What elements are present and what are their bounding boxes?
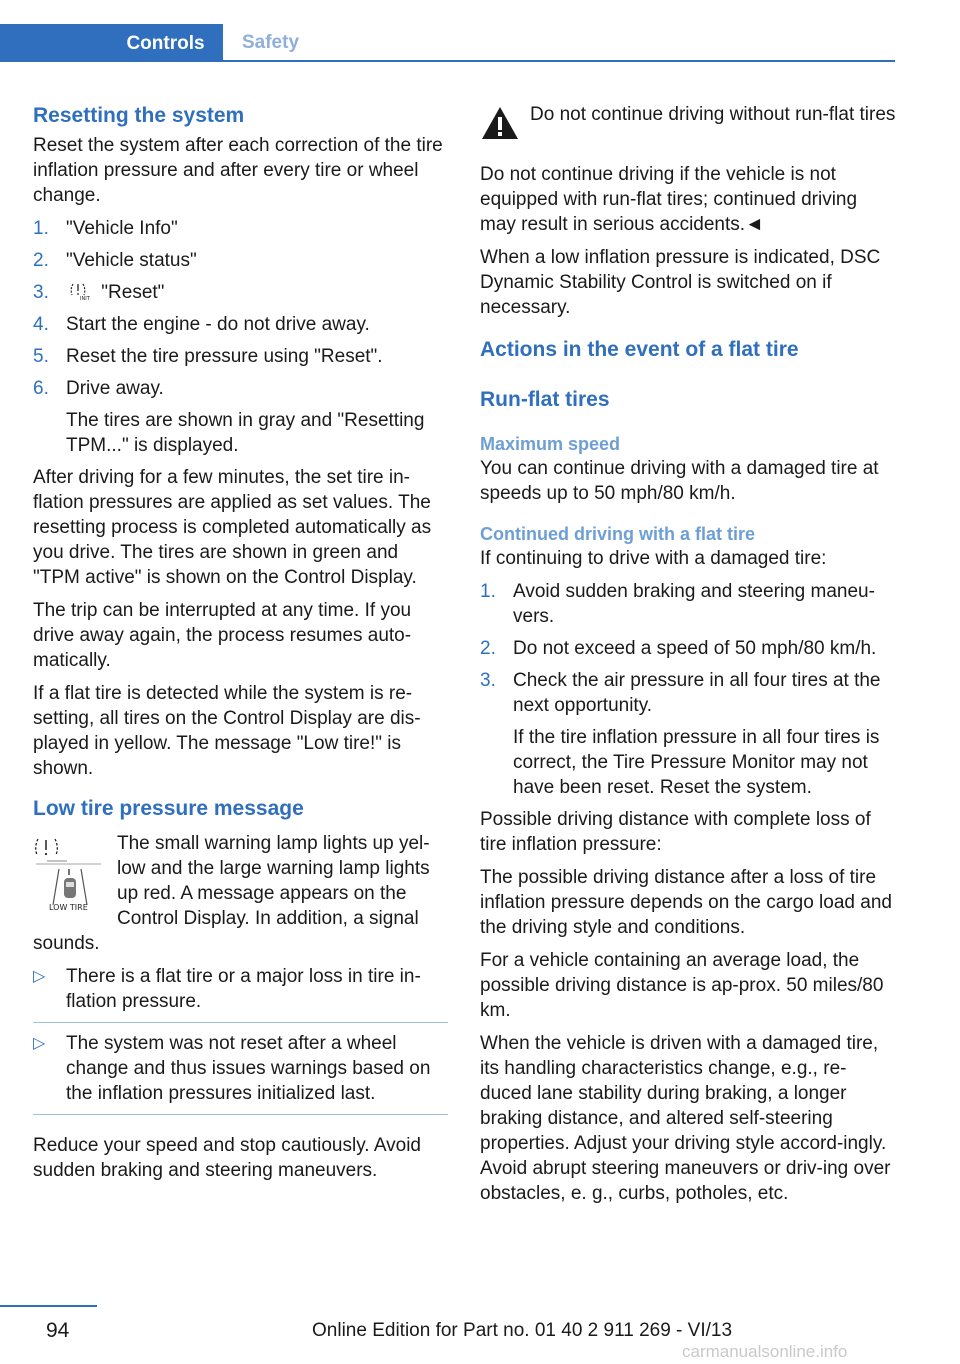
low-tire-description: The small warning lamp lights up yel-low and the large warning lamp lights up red. A message appears on the Control Display. In addition, a signal sounds. [33,833,430,954]
heading-low-tire-message: Low tire pressure message [33,797,304,820]
flat-tire-steps [480,579,898,800]
step-number: 1. [33,218,49,239]
tab-safety[interactable]: Safety [241,31,300,53]
step-number: 6. [33,378,49,399]
heading-continued-driving: Continued driving with a flat tire [480,524,756,544]
low-tire-reasons [33,964,448,1115]
heading-flat-tire-actions: Actions in the event of a flat tire [480,338,799,361]
step-number: 5. [33,346,49,367]
bullet-triangle-icon: ▷ [33,968,46,985]
step-number: 3. [33,282,49,303]
para-reduce-speed: Reduce your speed and stop cautiously. Avoid sudden braking and steering maneuvers. [33,1135,421,1181]
step-text: "Vehicle Info" [66,218,178,239]
reset-intro: Reset the system after each correction of the tire inflation pressure and after every tire or wheel change. [33,135,443,206]
warning-lamps-icon [33,833,103,913]
para-maximum-speed: You can continue driving with a damaged tire at speeds up to 50 mph/80 km/h. [480,458,879,504]
heading-maximum-speed: Maximum speed [480,434,621,454]
left-column [33,102,448,1191]
list-item [480,579,898,629]
list-item [33,376,448,458]
step-text: Do not exceed a speed of 50 mph/80 km/h. [513,638,877,659]
list-item [33,216,448,241]
step-text: "Reset" [101,282,165,303]
para-continued-intro: If continuing to drive with a damaged tire: [480,548,827,569]
para-handling: When the vehicle is driven with a damaged tire, its handling characteristics change, e.g., re-duced lane stability during braking, a longer braking distance, and altered self-steering properties. Adjust your driving style accord-ingly. Avoid abrupt steering maneuvers or driv-ing over obstacles, e. g., curbs, potholes, etc. [480,1033,891,1204]
para-after-driving: After driving for a few minutes, the set tire in-flation pressures are applied as set values. The resetting process is completed automatically as you drive. The tires are shown in green and "TPM active" is shown on the Control Display. [33,467,432,588]
low-tire-lamp-label: LOW TIRE [49,903,88,912]
tpm-init-icon [66,281,96,301]
step-number: 2. [33,250,49,271]
warning-triangle-icon [480,105,520,141]
list-item [480,668,898,800]
list-item [33,280,448,305]
para-distance-depends: The possible driving distance after a loss of tire inflation pressure depends on the cargo load and the driving style and conditions. [480,867,892,938]
para-driving-distance: Possible driving distance with complete loss of tire inflation pressure: [480,809,871,855]
bullet-text: The system was not reset after a wheel change and thus issues warnings based on the inflation pressures initialized last. [66,1033,431,1104]
heading-run-flat-tires: Run-flat tires [480,388,610,411]
svg-text:INIT: INIT [80,296,90,301]
low-tire-block [33,831,448,964]
chapter-tabs [0,24,895,62]
list-item [33,344,448,369]
list-item [33,312,448,337]
warning-block [480,102,898,154]
para-flat-detected: If a flat tire is detected while the system is re-setting, all tires on the Control Display are dis-played in yellow. The message "Low tire!" is shown. [33,683,421,779]
list-item [480,636,898,661]
list-item [33,964,448,1023]
step-number: 2. [480,638,496,659]
bullet-triangle-icon: ▷ [33,1035,46,1052]
step-text: "Vehicle status" [66,250,197,271]
warning-body: Do not continue driving if the vehicle is not equipped with run-flat tires; continued driving may result in serious accidents.◄ [480,164,858,235]
page-number: 94 [46,1319,70,1342]
reset-steps [33,216,448,458]
header-rule [0,60,895,62]
tab-accent [0,24,108,62]
bullet-text: There is a flat tire or a major loss in tire in-flation pressure. [66,966,421,1012]
list-item [33,248,448,273]
warning-title: Do not continue driving without run-flat tires [530,104,896,125]
para-trip-interrupted: The trip can be interrupted at any time. If you drive away again, the process resumes auto-matically. [33,600,412,671]
step-number: 4. [33,314,49,335]
step-number: 1. [480,581,496,602]
step-text: Start the engine - do not drive away. [66,314,370,335]
step-subtext: The tires are shown in gray and "Resetting TPM..." is displayed. [66,410,425,456]
step-text: Check the air pressure in all four tires at the next opportunity. [513,670,881,716]
list-item [33,1031,448,1115]
step-number: 3. [480,670,496,691]
footer-rule [0,1305,97,1307]
right-column [480,102,898,1214]
step-text: Drive away. [66,378,164,399]
online-edition-text: Online Edition for Part no. 01 40 2 911 269 - VI/13 [312,1320,733,1341]
para-dsc: When a low inflation pressure is indicated, DSC Dynamic Stability Control is switched on if necessary. [480,247,881,318]
para-average-load: For a vehicle containing an average load, the possible driving distance is ap-prox. 50 miles/80 km. [480,950,884,1021]
step-subtext: If the tire inflation pressure in all four tires is correct, the Tire Pressure Monitor may not have been reset. Reset the system. [513,727,880,798]
tab-controls[interactable]: Controls [108,24,223,62]
watermark: carmanualsonline.info [682,1342,848,1361]
step-text: Avoid sudden braking and steering maneu-vers. [513,581,875,627]
heading-resetting-system: Resetting the system [33,104,245,127]
step-text: Reset the tire pressure using "Reset". [66,346,383,367]
